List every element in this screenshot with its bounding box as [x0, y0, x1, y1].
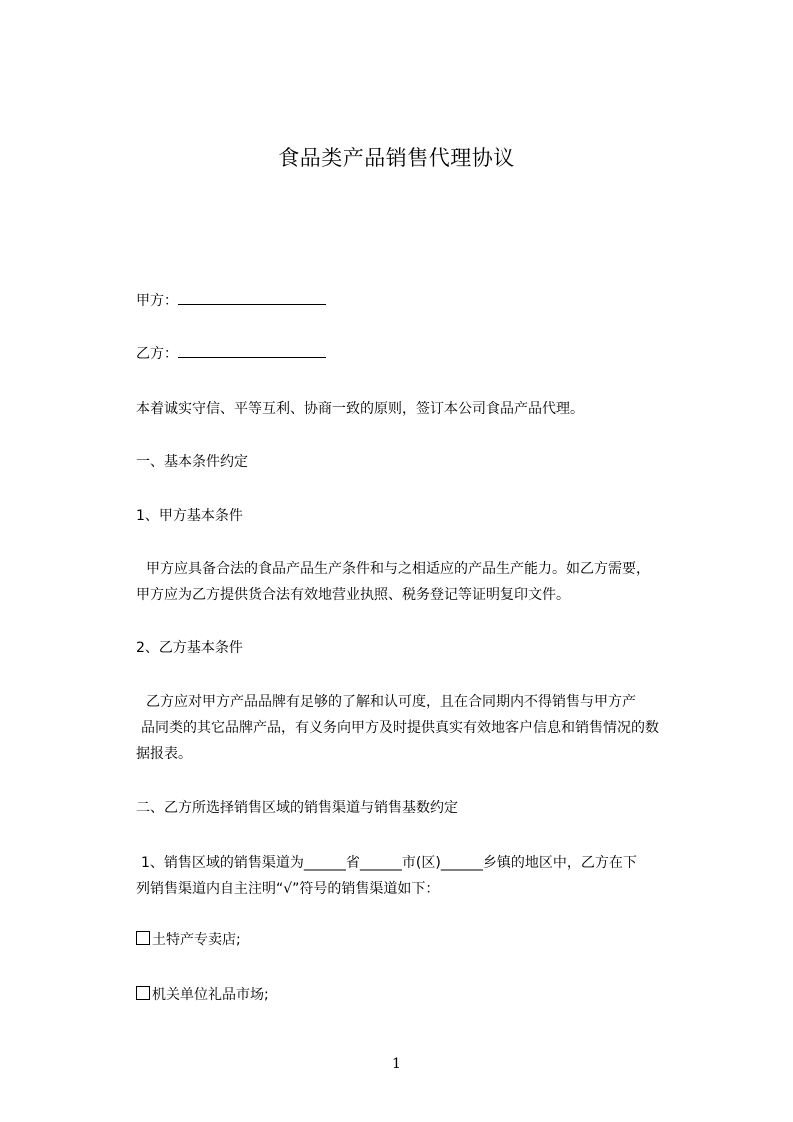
channel-option[interactable]	[136, 930, 241, 950]
paragraph-line: 据报表。	[136, 746, 192, 762]
checkbox-icon[interactable]	[136, 931, 150, 945]
channel-option[interactable]	[136, 985, 269, 1005]
channel-option-label: 土特产专卖店;	[152, 932, 241, 948]
page-number: 1	[392, 1056, 401, 1072]
section-2-heading: 二、乙方所选择销售区域的销售渠道与销售基数约定	[136, 800, 458, 816]
intro-paragraph: 本着诚实守信、平等互利、协商一致的原则，签订本公司食品产品代理。	[136, 401, 584, 417]
party-b-line	[136, 343, 326, 364]
subsection-1-paragraph	[136, 556, 710, 608]
document-title: 食品类产品销售代理协议	[278, 146, 515, 170]
channel-option-label: 机关单位礼品市场;	[152, 987, 269, 1003]
party-a-line	[136, 290, 326, 311]
subsection-2-heading: 2、乙方基本条件	[136, 640, 243, 656]
paragraph-line: 乙方应对甲方产品品牌有足够的了解和认可度，且在合同期内不得销售与甲方产	[146, 694, 636, 710]
party-a-blank[interactable]	[178, 290, 326, 305]
paragraph-line: 甲方应为乙方提供货合法有效地营业执照、税务登记等证明复印文件。	[136, 587, 570, 603]
paragraph-line: 品同类的其它品牌产品，有义务向甲方及时提供真实有效地客户信息和销售情况的数	[141, 720, 659, 736]
section-2-item-1	[136, 850, 710, 902]
party-b-label: 乙方：	[136, 346, 178, 362]
paragraph-line: 1、销售区域的销售渠道为______省______市(区)______乡镇的地区中，乙方在下	[141, 855, 637, 871]
checkbox-icon[interactable]	[136, 986, 150, 1000]
section-1-heading: 一、基本条件约定	[136, 454, 248, 470]
party-a-label: 甲方：	[136, 293, 178, 309]
subsection-1-heading: 1、甲方基本条件	[136, 508, 243, 524]
subsection-2-paragraph	[136, 689, 710, 767]
party-b-blank[interactable]	[178, 343, 326, 358]
paragraph-line: 列销售渠道内自主注明“√”符号的销售渠道如下：	[136, 881, 440, 897]
paragraph-line: 甲方应具备合法的食品产品生产条件和与之相适应的产品生产能力。如乙方需要，	[146, 561, 650, 577]
